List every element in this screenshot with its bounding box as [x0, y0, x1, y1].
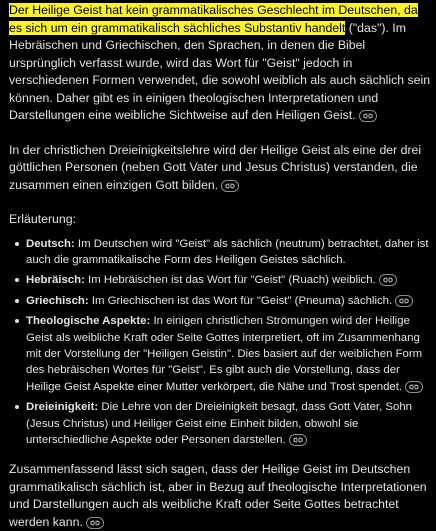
list-item-term: Griechisch: — [26, 294, 89, 307]
list-item-term: Theologische Aspekte: — [26, 315, 151, 328]
list-item-term: Hebräisch: — [26, 274, 85, 287]
link-icon — [90, 519, 100, 527]
source-link-button[interactable] — [359, 110, 377, 122]
link-icon — [409, 383, 419, 391]
list-item — [9, 313, 431, 395]
highlighted-text: Der Heilige Geist hat kein grammatikalisches Geschlecht im Deutschen, da es sich um ein grammatikalisch sächliches Substantiv handelt — [9, 3, 418, 35]
link-icon — [399, 297, 409, 305]
list-item-term: Deutsch: — [26, 237, 75, 250]
explanation-list — [9, 236, 431, 449]
list-item-text: Im Griechischen ist das Wort für "Geist" (Pneuma) sächlich. — [88, 294, 393, 307]
list-item-text: Die Lehre von der Dreieinigkeit besagt, dass Gott Vater, Sohn (Jesus Christus) und Heiliger Geist eine Einheit bilden, obwohl sie unterschiedliche Aspekte oder Personen darstellen. — [26, 401, 413, 446]
list-item — [9, 272, 431, 288]
list-item-text: Im Deutschen wird "Geist" als sächlich (neutrum) betrachtet, daher ist auch die grammatikalische Form des Heiligen Geistes sächlich. — [26, 237, 429, 266]
list-item-text: In einigen christlichen Strömungen wird der Heilige Geist als weibliche Kraft oder Seite Gottes interpretiert, oft im Zusammenhang mit der Vorstellung der "Heiligen Geistin". Dies basiert auf der weiblichen Form des hebräischen Wortes für "Geist". Es gibt auch die Vorstellung, dass der Heilige Geist Aspekte einer Mutter verkörpert, die Nähe und Trost spendet. — [26, 315, 423, 393]
link-icon — [363, 112, 373, 120]
list-item — [9, 293, 431, 309]
source-link-button[interactable] — [86, 517, 104, 529]
trinity-text: In der christlichen Dreieinigkeitslehre wird der Heilige Geist als eine der drei göttlichen Personen (neben Gott Vater und Jesus Christus) verstanden, die zusammen einen einzigen Gott bilden. — [9, 142, 422, 192]
paragraph-trinity — [9, 142, 431, 195]
link-icon — [383, 276, 393, 284]
list-item — [9, 399, 431, 448]
source-link-button[interactable] — [289, 434, 307, 446]
intro-text: ("das"). Im Hebräischen und Griechischen, den Sprachen, in denen die Bibel ursprünglich verfasst wurde, wird das Wort für "Geist" jedoch in verschiedenen Formen verwendet, die sowohl weiblich als auch sächlich sein können. Daher gibt es in einigen theologischen Interpretationen und Darstellungen eine weibliche Sichtweise auf den Heiligen Geist. — [9, 20, 431, 122]
explanation-heading: Erläuterung: — [9, 212, 76, 226]
answer-content — [9, 2, 431, 531]
paragraph-summary — [9, 461, 431, 531]
summary-text: Zusammenfassend lässt sich sagen, dass der Heilige Geist im Deutschen grammatikalisch sächlich ist, aber in Bezug auf theologische Interpretationen und Darstellungen auch als weibliche Kraft oder Seite Gottes betrachtet werden kann. — [9, 462, 427, 529]
source-link-button[interactable] — [221, 180, 239, 192]
list-item-text: Im Hebräischen ist das Wort für "Geist" (Ruach) weiblich. — [84, 274, 376, 287]
list-item-term: Dreieinigkeit: — [26, 401, 99, 414]
source-link-button[interactable] — [395, 295, 413, 307]
source-link-button[interactable] — [379, 274, 397, 286]
paragraph-intro — [9, 2, 431, 125]
link-icon — [225, 182, 235, 190]
source-link-button[interactable] — [405, 381, 423, 393]
link-icon — [293, 436, 303, 444]
list-item — [9, 236, 431, 269]
